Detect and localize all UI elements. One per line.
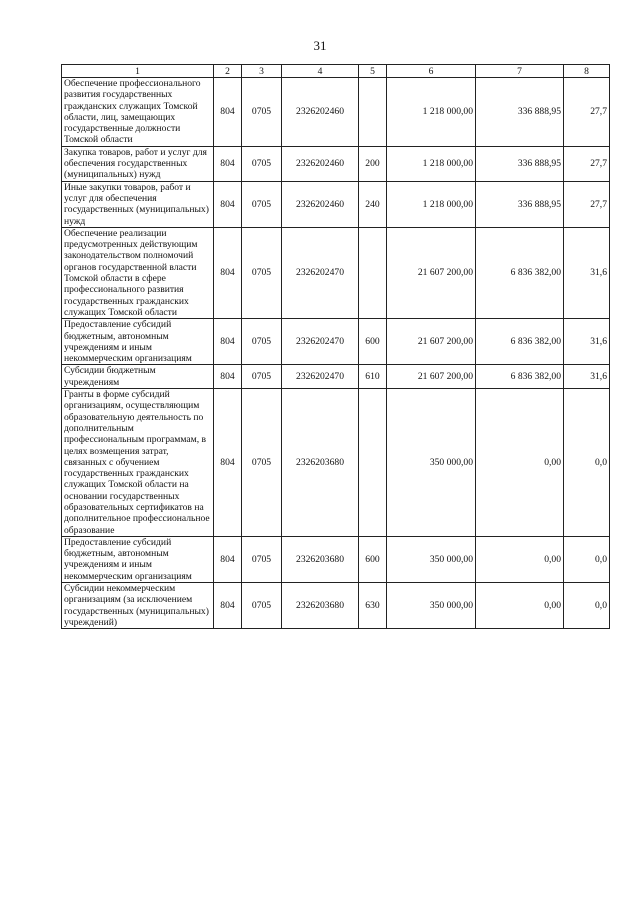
table-row bbox=[62, 583, 610, 629]
row-section: 0705 bbox=[242, 536, 282, 582]
row-percent: 0,0 bbox=[564, 389, 610, 537]
table-row bbox=[62, 78, 610, 147]
row-target: 2326202460 bbox=[282, 146, 359, 181]
table-row bbox=[62, 319, 610, 365]
row-ministry: 804 bbox=[214, 181, 242, 227]
row-target: 2326202470 bbox=[282, 227, 359, 318]
table-row bbox=[62, 146, 610, 181]
row-ministry: 804 bbox=[214, 583, 242, 629]
row-target: 2326203680 bbox=[282, 536, 359, 582]
row-percent: 27,7 bbox=[564, 146, 610, 181]
row-ministry: 804 bbox=[214, 319, 242, 365]
row-ministry: 804 bbox=[214, 365, 242, 389]
column-header: 5 bbox=[359, 65, 387, 78]
row-type: 630 bbox=[359, 583, 387, 629]
column-header: 8 bbox=[564, 65, 610, 78]
table-row bbox=[62, 536, 610, 582]
row-type bbox=[359, 227, 387, 318]
row-type: 600 bbox=[359, 319, 387, 365]
row-name: Закупка товаров, работ и услуг для обеспечения государственных (муниципальных) нужд bbox=[62, 146, 214, 181]
row-actual: 336 888,95 bbox=[476, 78, 564, 147]
row-target: 2326202460 bbox=[282, 78, 359, 147]
row-actual: 6 836 382,00 bbox=[476, 365, 564, 389]
row-percent: 31,6 bbox=[564, 227, 610, 318]
row-type bbox=[359, 389, 387, 537]
column-header: 7 bbox=[476, 65, 564, 78]
row-planned: 350 000,00 bbox=[387, 389, 476, 537]
row-section: 0705 bbox=[242, 227, 282, 318]
row-name: Субсидии некоммерческим организациям (за исключением государственных (муниципальных) учреждений) bbox=[62, 583, 214, 629]
row-actual: 0,00 bbox=[476, 583, 564, 629]
row-name: Обеспечение реализации предусмотренных действующим законодательством полномочий органов государственной власти Томской области в сфере профессионального развития государственных гражданских служащих Томской области bbox=[62, 227, 214, 318]
row-name: Субсидии бюджетным учреждениям bbox=[62, 365, 214, 389]
table-row bbox=[62, 365, 610, 389]
row-percent: 27,7 bbox=[564, 181, 610, 227]
row-percent: 0,0 bbox=[564, 536, 610, 582]
row-section: 0705 bbox=[242, 389, 282, 537]
table-row bbox=[62, 389, 610, 537]
row-actual: 0,00 bbox=[476, 536, 564, 582]
page-number: 31 bbox=[313, 38, 327, 53]
row-planned: 21 607 200,00 bbox=[387, 227, 476, 318]
table-row bbox=[62, 181, 610, 227]
row-ministry: 804 bbox=[214, 389, 242, 537]
row-planned: 1 218 000,00 bbox=[387, 78, 476, 147]
row-type: 600 bbox=[359, 536, 387, 582]
table-row bbox=[62, 227, 610, 318]
row-target: 2326203680 bbox=[282, 389, 359, 537]
row-type: 200 bbox=[359, 146, 387, 181]
row-section: 0705 bbox=[242, 319, 282, 365]
row-section: 0705 bbox=[242, 146, 282, 181]
row-section: 0705 bbox=[242, 583, 282, 629]
row-actual: 6 836 382,00 bbox=[476, 319, 564, 365]
row-percent: 31,6 bbox=[564, 319, 610, 365]
row-type: 610 bbox=[359, 365, 387, 389]
row-actual: 0,00 bbox=[476, 389, 564, 537]
row-planned: 21 607 200,00 bbox=[387, 365, 476, 389]
row-planned: 350 000,00 bbox=[387, 583, 476, 629]
row-ministry: 804 bbox=[214, 536, 242, 582]
column-header: 6 bbox=[387, 65, 476, 78]
row-ministry: 804 bbox=[214, 227, 242, 318]
row-name: Обеспечение профессионального развития государственных гражданских служащих Томской области, лиц, замещающих государственные должности Томской области bbox=[62, 78, 214, 147]
row-planned: 350 000,00 bbox=[387, 536, 476, 582]
row-section: 0705 bbox=[242, 365, 282, 389]
row-actual: 6 836 382,00 bbox=[476, 227, 564, 318]
row-ministry: 804 bbox=[214, 78, 242, 147]
row-planned: 1 218 000,00 bbox=[387, 181, 476, 227]
budget-table bbox=[61, 64, 610, 629]
row-percent: 0,0 bbox=[564, 583, 610, 629]
row-name: Гранты в форме субсидий организациям, осуществляющим образовательную деятельность по дополнительным профессиональным программам, в целях возмещения затрат, связанных с обучением государственных гражданских служащих Томской области на основании государственных образовательных сертификатов на дополнительное профессиональное образование bbox=[62, 389, 214, 537]
row-actual: 336 888,95 bbox=[476, 181, 564, 227]
row-section: 0705 bbox=[242, 181, 282, 227]
row-target: 2326202460 bbox=[282, 181, 359, 227]
column-header: 2 bbox=[214, 65, 242, 78]
column-header: 1 bbox=[62, 65, 214, 78]
row-target: 2326202470 bbox=[282, 365, 359, 389]
row-planned: 1 218 000,00 bbox=[387, 146, 476, 181]
row-name: Предоставление субсидий бюджетным, автономным учреждениям и иным некоммерческим организациям bbox=[62, 536, 214, 582]
column-header: 4 bbox=[282, 65, 359, 78]
row-type bbox=[359, 78, 387, 147]
row-target: 2326202470 bbox=[282, 319, 359, 365]
column-header: 3 bbox=[242, 65, 282, 78]
row-ministry: 804 bbox=[214, 146, 242, 181]
row-type: 240 bbox=[359, 181, 387, 227]
row-actual: 336 888,95 bbox=[476, 146, 564, 181]
row-percent: 31,6 bbox=[564, 365, 610, 389]
row-name: Иные закупки товаров, работ и услуг для обеспечения государственных (муниципальных) нужд bbox=[62, 181, 214, 227]
row-planned: 21 607 200,00 bbox=[387, 319, 476, 365]
row-section: 0705 bbox=[242, 78, 282, 147]
row-name: Предоставление субсидий бюджетным, автономным учреждениям и иным некоммерческим организациям bbox=[62, 319, 214, 365]
row-percent: 27,7 bbox=[564, 78, 610, 147]
table-header-row bbox=[62, 65, 610, 78]
row-target: 2326203680 bbox=[282, 583, 359, 629]
